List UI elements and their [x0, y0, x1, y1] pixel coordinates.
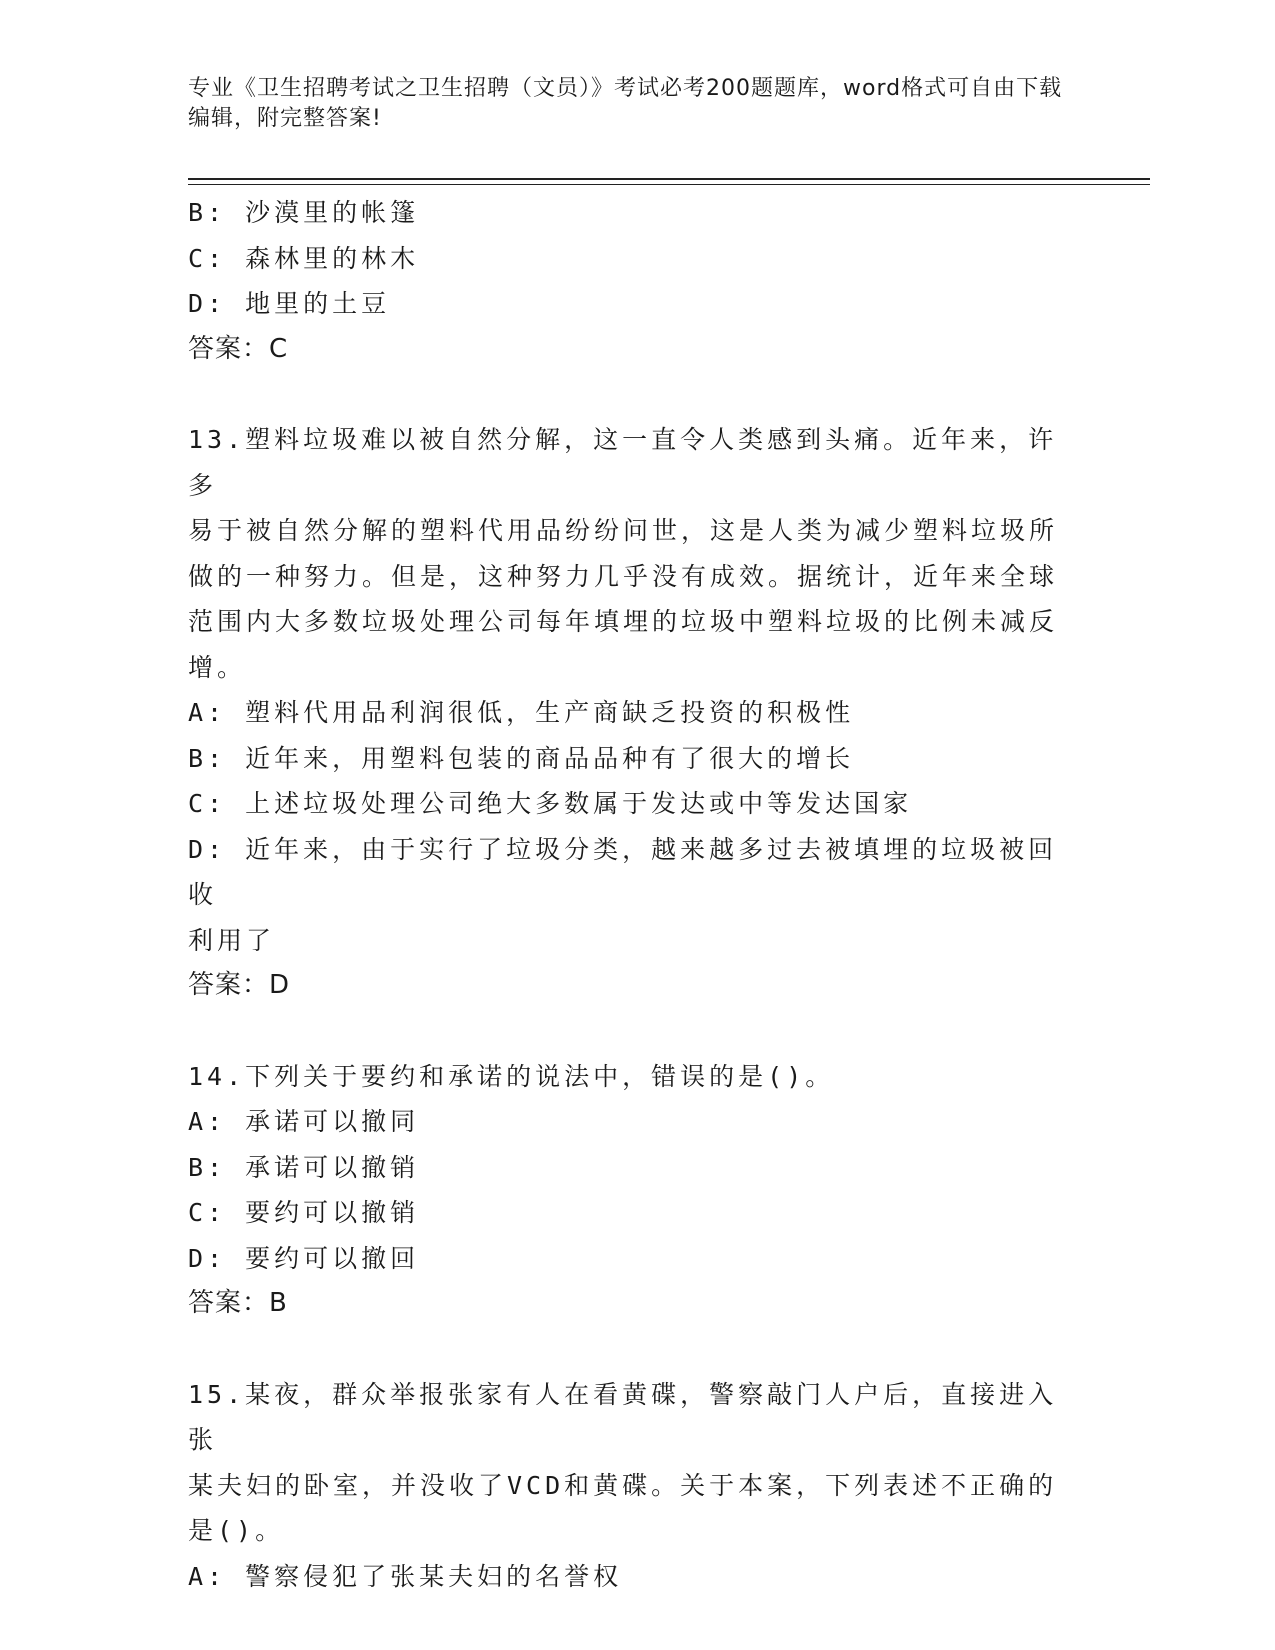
- answer: 答案：B: [188, 1288, 288, 1318]
- option-a: A: 警察侵犯了张某夫妇的名誉权: [188, 1561, 623, 1591]
- question-stem: 13.塑料垃圾难以被自然分解，这一直令人类感到头痛。近年来，许多 易于被自然分解的塑料代用品纷纷问世，这是人类为减少塑料垃圾所 做的一种努力。但是，这种努力几乎没有成效。据统计，近年来全球 范围内大多数垃圾处理公司每年填埋的垃圾中塑料垃圾的比例未减反 增。: [188, 425, 1059, 682]
- spacer: [188, 1327, 1068, 1372]
- spacer: [188, 1009, 1068, 1054]
- question-13: [188, 417, 1068, 1009]
- option-c: C: 要约可以撤销: [188, 1198, 420, 1227]
- option-d: D: 近年来，由于实行了垃圾分类，越来越多过去被填埋的垃圾被回收 利用了: [188, 834, 1058, 955]
- option-c: C: 森林里的林木: [188, 243, 420, 273]
- question-14: [188, 1054, 1068, 1327]
- answer: 答案：C: [188, 333, 289, 364]
- spacer: [188, 372, 1068, 417]
- question-15: [188, 1372, 1068, 1600]
- question-list: [188, 190, 1068, 1599]
- option-b: B: 沙漠里的帐篷: [188, 198, 420, 227]
- question-stem: 15.某夜，群众举报张家有人在看黄碟，警察敲门人户后，直接进入张 某夫妇的卧室，并没收了VCD和黄碟。关于本案，下列表述不正确的 是()。: [188, 1379, 1058, 1545]
- option-b: B: 承诺可以撤销: [188, 1152, 420, 1182]
- document-header: 专业《卫生招聘考试之卫生招聘（文员）》考试必考200题题库，word格式可自由下载编辑，附完整答案!: [188, 76, 1063, 131]
- header-divider-thick: [188, 178, 1150, 180]
- header-divider-thin: [188, 184, 1150, 185]
- option-a: A: 承诺可以撤同: [188, 1107, 420, 1136]
- option-c: C: 上述垃圾处理公司绝大多数属于发达或中等发达国家: [188, 789, 913, 818]
- question-12-tail: [188, 190, 1068, 372]
- answer: 答案：D: [188, 970, 291, 1000]
- option-b: B: 近年来，用塑料包装的商品品种有了很大的增长: [188, 743, 855, 773]
- option-d: D: 地里的土豆: [188, 289, 391, 318]
- option-d: D: 要约可以撤回: [188, 1243, 420, 1273]
- option-a: A: 塑料代用品利润很低，生产商缺乏投资的积极性: [188, 698, 855, 727]
- question-stem: 14.下列关于要约和承诺的说法中，错误的是()。: [188, 1061, 835, 1091]
